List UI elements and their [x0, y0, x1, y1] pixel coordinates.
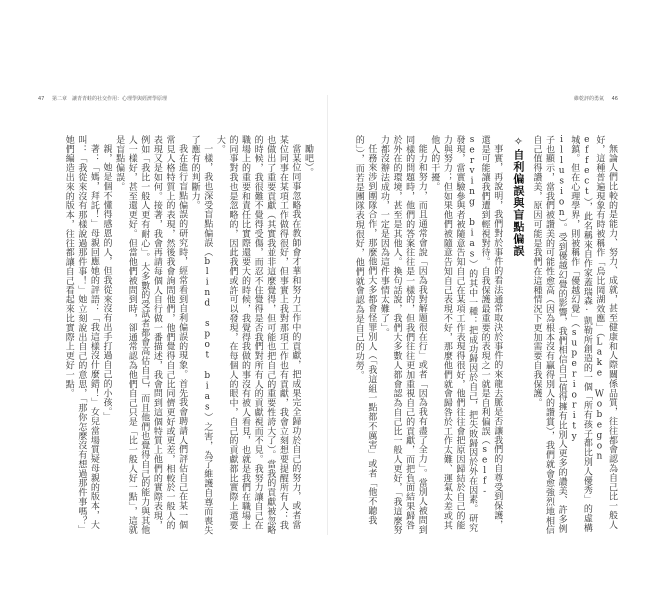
right-running-header [574, 95, 618, 102]
left-paragraph: 一樣，我也深受盲點偏誤（blind spot bias）之害，為了維護自尊而喪失了應有的判斷力。 [189, 135, 213, 535]
right-paragraph: 能力和努力，而且通常會說「因為我對解題很在行」或者「因為我有盡了全力」。當別人被問到同樣的問題時，他們的答案往往是一樣的，但我們往往更加重視自己的貢獻，而把負面結果歸咎於外在的環境，甚至是其他人。換句話說，我們大多數人都會認為自己比一般人更好，「我這麼努力都沒辦法成功，一定是因為這件事情太難了」。 [378, 135, 427, 535]
right-page [328, 95, 628, 535]
right-paragraph: 任務來涉到團隊合作，那麼他們大多都會怪罪別人（「我這組一點都不厲害」或者「他不聽我的」），而若是團隊表現很好，他們就會認為是自己的功勞。 [353, 135, 377, 525]
left-page-number: 47 [38, 96, 45, 102]
left-chapter-title: 第二章 讓青青蛙的社交作用：心理學與經濟學原理 [51, 96, 167, 102]
right-book-title: 維乾評的勇氣 [574, 96, 605, 102]
right-paragraph: 事實，再說明，我們對於事件的看法通常取決於事件的來龍去脈是否讓我們的自尊受到保護，還是可能讓我們遭到輕視對待。自我保護最重要的表現之一就是自利偏誤（self-serving bias）的其中一種：把成功歸因於自己，把失敗歸因於外在因素。研究發現，當實驗參與者被隨意告知自己在某項工作表現得很好，他們往往會把原因歸結於自己的能力與努力；但如果他們被隨意告知自己表現不好，那麼他們就會歸咎於工作太難、運氣太差或其他人的干擾。 [429, 135, 503, 533]
right-page-number: 46 [611, 96, 618, 102]
right-paragraph: 無論人們比較的是能力、努力、成就，甚至健康和人際關係品質，往往都會認為自己比一般人好，這種普遍現象有時被稱作「烏比岡湖效應」（Lake Wobegon effect），此名稱來自作家蓋瑞森·凱勒所創造的一個「所有孩子都比別人優秀」的虛構城鎮。但在心理學界，則被稱作「優越幻覺」（superiority illusion）。受到優越幻覺的影響，我們相信自己值得擁有比別人更多的讚美、許多例子也顯示，當我們被讚美的可能性愈高（因為根本沒有贏得別人的讚賞），我們就會愈強烈地相信自己值得讚美，原因可能是我們在這種情況下更加需要自我保護。 [531, 135, 617, 535]
left-paragraph: 著：「媽，拜託！」母親回應她的評語：「我這樣沒什麼錯！」女兒當場質疑母親的版本，大叫：「我從來沒有那樣說過那件事！」她立刻說出自己的意思，「那你怎麼沒有想過那件事嗎？」她們編造出來的版本，往往都讓自己看起來比實際上更好一點。 [63, 135, 99, 535]
left-running-header [38, 95, 167, 102]
right-body-text [336, 135, 618, 535]
section-heading: ✧自利偏誤與盲點偏誤 [511, 135, 525, 257]
left-body-text [38, 135, 314, 535]
left-paragraph: 親，她是個不懂得感恩的人，但我從來沒有出手打過自己的小孩。」 [101, 144, 112, 422]
left-paragraph: 勵吧）。 [303, 144, 313, 178]
left-paragraph: 當某位同事忽略我在教師會才華和努力工作中的貢獻，把成果完全歸功於自己的努力，或者當某位同事在某項工作做得很好，但事實上我對那項工作也有貢獻，我會立刻想要提醒所有人：我也做出了重要貢獻（其實我並非這麼覺得，但可能也把自己的重要性誇大了）。當我的貢獻被忽略的時候，我很難不覺得受傷，而忍不住覺得是否我們對所有人的貢獻視而不見。我努力讓自己在職場上的重要和責任比實際還要大的時候，我覺得我做的事沒有被人看見，也就是我們在職場上的同事對我也是忽略的，因此我們或許可以發現，在每個人的眼中，自己的貢獻都比實際上還要大。 [214, 135, 301, 535]
left-paragraph: 我在進行盲點偏誤的研究時，經常看到自利偏誤的現象。首先我會聘請人們評估自己在某一個常見人格特質上的表現，然後我會詢問他們，他們覺得自己比同儕更好或更差，相較於一般人的表現又是如何。接著，我會再請每個人自行做一番描述，我會問到這個特質上他們的實際表現，例如「我比一般人更有耐心」。大多數的受試者都會高估自己，而且他們也覺得自己的能力與其他人一樣好，甚至還更好。但當他們被問到時，卻通常認為他們自己只是「比一般人好一點」，這就是盲點偏誤。 [114, 135, 188, 535]
left-page [28, 95, 328, 535]
